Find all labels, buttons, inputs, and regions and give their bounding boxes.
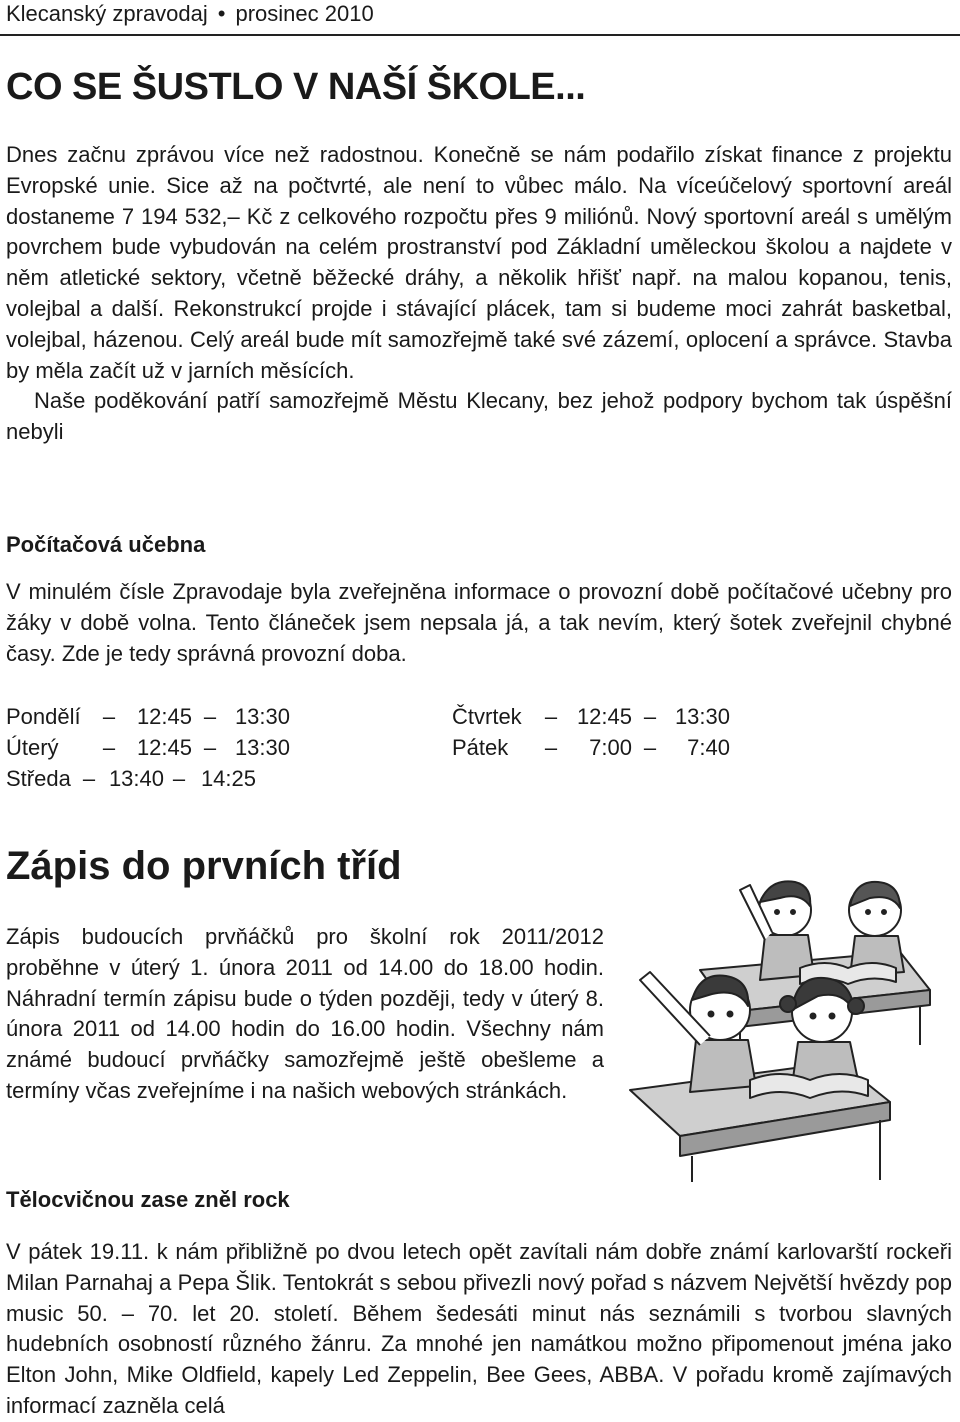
computer-room-text: V minulém čísle Zpravodaje byla zveřejněna informace o provozní době počítačové učebny pro žáky v době volna. Tento článeček jsem nepsala já, a tak nevím, který šotek zveřejnil chybné časy. Zde je tedy správná provozní doba. (6, 579, 952, 666)
schedule-row-thursday: Čtvrtek – 12:45 – 13:30 (452, 701, 730, 732)
schedule-day: Pondělí (6, 704, 81, 729)
schedule-left (6, 701, 290, 794)
children-at-school-desks-icon (600, 840, 956, 1185)
enrollment-heading: Zápis do prvních tříd (6, 844, 402, 888)
header-rule (0, 34, 960, 36)
schedule-to: 7:40 (687, 735, 730, 760)
schedule-from: 12:45 (136, 735, 192, 760)
schedule-day: Pátek (452, 735, 509, 760)
schedule-day: Čtvrtek (452, 704, 522, 729)
schedule-from: 12:45 (576, 704, 632, 729)
schedule-row-wednesday: Středa – 13:40 – 14:25 (6, 763, 290, 794)
schedule-to: 14:25 (200, 766, 256, 791)
rock-text: V pátek 19.11. k nám přibližně po dvou letech opět zavítali nám dobře známí karlovarští rockeři Milan Parnahaj a Pepa Šlik. Tentokrát s sebou přivezli nový pořad s názvem Největší hvězdy pop music 50. – 70. let 20. století. Během šedesáti minut nás seznámili s tvorbou slavných hudebních osobností různého žánru. Za mnohé jen namátkou možno připomenout jména jako Elton John, Mike Oldfield, kapely Led Zeppelin, Bee Gees, ABBA. V pořadu kromě zajímavých informací zazněla celá (6, 1239, 952, 1418)
intro-paragraph-1: Dnes začnu zprávou více než radostnou. Konečně se nám podařilo získat finance z projektu Evropské unie. Sice až na počtvrté, ale není to vůbec málo. Na víceúčelový sportovní areál dostaneme 7 194 532,– Kč z celkového rozpočtu přes 9 miliónů. Nový sportovní areál s umělým povrchem bude vybudován na celém prostranství pod Základní uměleckou školou a najdete v něm atletické sektory, včetně běžecké dráhy, a několik hřišť např. na malou kopanou, tenis, volejbal a další. Rekonstrukcí projde i stávající plácek, tam si budeme moci zahrát basketbal, volejbal, házenou. Celý areál bude mít samozřejmě také své zázemí, oplocení a správce. Stavba by měla začít už v jarních měsících. (6, 142, 952, 383)
computer-room-heading: Počítačová učebna (6, 532, 206, 557)
issue-date: prosinec 2010 (235, 1, 374, 26)
schedule-right (452, 701, 730, 763)
schedule-row-tuesday: Úterý – 12:45 – 13:30 (6, 732, 290, 763)
intro-article (6, 140, 952, 448)
schedule-row-monday: Pondělí – 12:45 – 13:30 (6, 701, 290, 732)
schedule-row-friday: Pátek – 7:00 – 7:40 (452, 732, 730, 763)
newsletter-header (6, 0, 374, 28)
schedule-day: Úterý (6, 735, 59, 760)
schedule-to: 13:30 (674, 704, 730, 729)
page-title: CO SE ŠUSTLO V NAŠÍ ŠKOLE... (6, 66, 586, 108)
header-separator: • (217, 1, 226, 26)
schedule-from: 13:40 (108, 766, 164, 791)
schedule-from: 12:45 (136, 704, 192, 729)
schedule-from: 7:00 (589, 735, 632, 760)
intro-paragraph-2: Naše poděkování patří samozřejmě Městu Klecany, bez jehož podpory bychom tak úspěšní nebyli (6, 388, 952, 445)
schedule-day: Středa (6, 766, 71, 791)
schedule-to: 13:30 (234, 735, 290, 760)
schedule-to: 13:30 (234, 704, 290, 729)
publication-name: Klecanský zpravodaj (6, 1, 208, 26)
rock-heading: Tělocvičnou zase zněl rock (6, 1187, 290, 1212)
enrollment-text: Zápis budoucích prvňáčků pro školní rok 2011/2012 proběhne v úterý 1. února 2011 od 14.00 do 18.00 hodin. Náhradní termín zápisu bude o týden později, tedy v úterý 8. února 2011 od 14.00 hodin do 16.00 hodin. Všechny nám známé budoucí prvňáčky samozřejmě ještě obešleme a termíny včas zveřejníme i na našich webových stránkách. (6, 924, 604, 1103)
